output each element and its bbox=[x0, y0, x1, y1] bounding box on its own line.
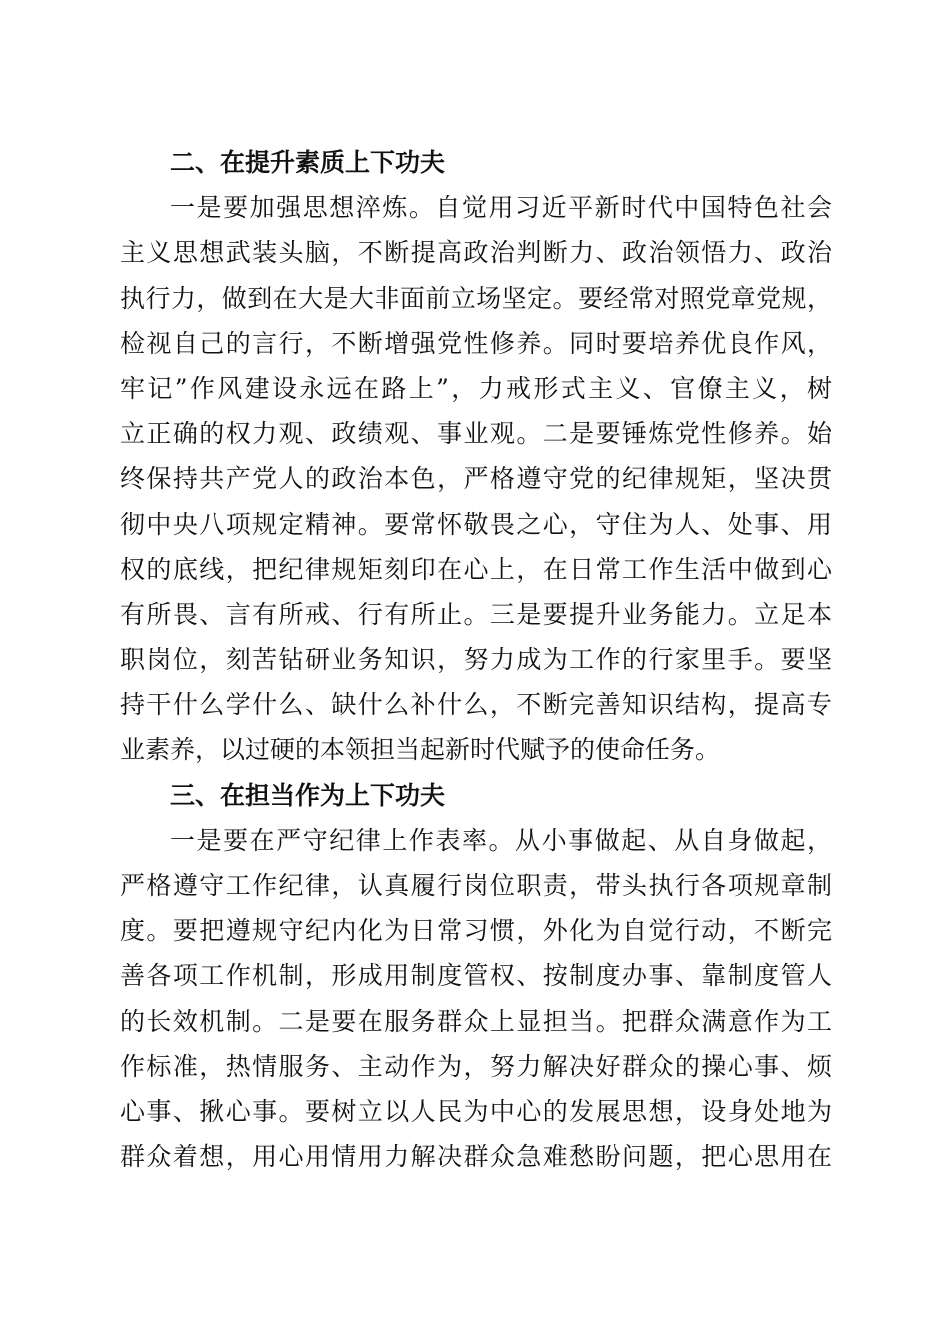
section-heading: 三、在担当作为上下功夫 bbox=[170, 780, 446, 810]
paragraph-line: 职岗位，刻苦钻研业务知识，努力成为工作的行家里手。要坚 bbox=[120, 645, 832, 675]
paragraph-line: 持干什么学什么、缺什么补什么，不断完善知识结构，提高专 bbox=[120, 690, 832, 720]
paragraph-line: 度。要把遵规守纪内化为日常习惯，外化为自觉行动，不断完 bbox=[120, 916, 832, 946]
paragraph-line: 严格遵守工作纪律，认真履行岗位职责，带头执行各项规章制 bbox=[120, 871, 832, 900]
paragraph-line: 的长效机制。二是要在服务群众上显担当。把群众满意作为工 bbox=[120, 1006, 832, 1036]
paragraph-line: 终保持共产党人的政治本色，严格遵守党的纪律规矩，坚决贯 bbox=[120, 464, 832, 494]
paragraph-line: 作标准，热情服务、主动作为，努力解决好群众的操心事、烦 bbox=[120, 1051, 832, 1081]
paragraph-line: 一是要加强思想淬炼。自觉用习近平新时代中国特色社会 bbox=[170, 193, 832, 223]
paragraph-line: 一是要在严守纪律上作表率。从小事做起、从自身做起， bbox=[170, 825, 832, 855]
paragraph-line: 检视自己的言行，不断增强党性修养。同时要培养优良作风， bbox=[120, 328, 832, 358]
paragraph-line: 立正确的权力观、政绩观、事业观。二是要锤炼党性修养。始 bbox=[120, 419, 832, 449]
document-page bbox=[120, 140, 832, 1179]
paragraph-line: 群众着想，用心用情用力解决群众急难愁盼问题，把心思用在 bbox=[120, 1142, 832, 1172]
paragraph-line: 牢记”作风建设永远在路上”，力戒形式主义、官僚主义，树 bbox=[120, 373, 832, 403]
paragraph-line: 有所畏、言有所戒、行有所止。三是要提升业务能力。立足本 bbox=[120, 599, 832, 629]
paragraph-line: 心事、揪心事。要树立以人民为中心的发展思想，设身处地为 bbox=[120, 1096, 832, 1126]
paragraph-line: 主义思想武装头脑，不断提高政治判断力、政治领悟力、政治 bbox=[120, 238, 832, 268]
paragraph-line: 善各项工作机制，形成用制度管权、按制度办事、靠制度管人 bbox=[120, 961, 832, 991]
paragraph-line: 权的底线，把纪律规矩刻印在心上，在日常工作生活中做到心 bbox=[120, 554, 832, 584]
section-heading: 二、在提升素质上下功夫 bbox=[170, 148, 446, 177]
paragraph-line: 彻中央八项规定精神。要常怀敬畏之心，守住为人、处事、用 bbox=[120, 509, 832, 539]
paragraph-line: 业素养，以过硬的本领担当起新时代赋予的使命任务。 bbox=[120, 735, 721, 765]
paragraph-line: 执行力，做到在大是大非面前立场坚定。要经常对照党章党规， bbox=[120, 283, 832, 313]
